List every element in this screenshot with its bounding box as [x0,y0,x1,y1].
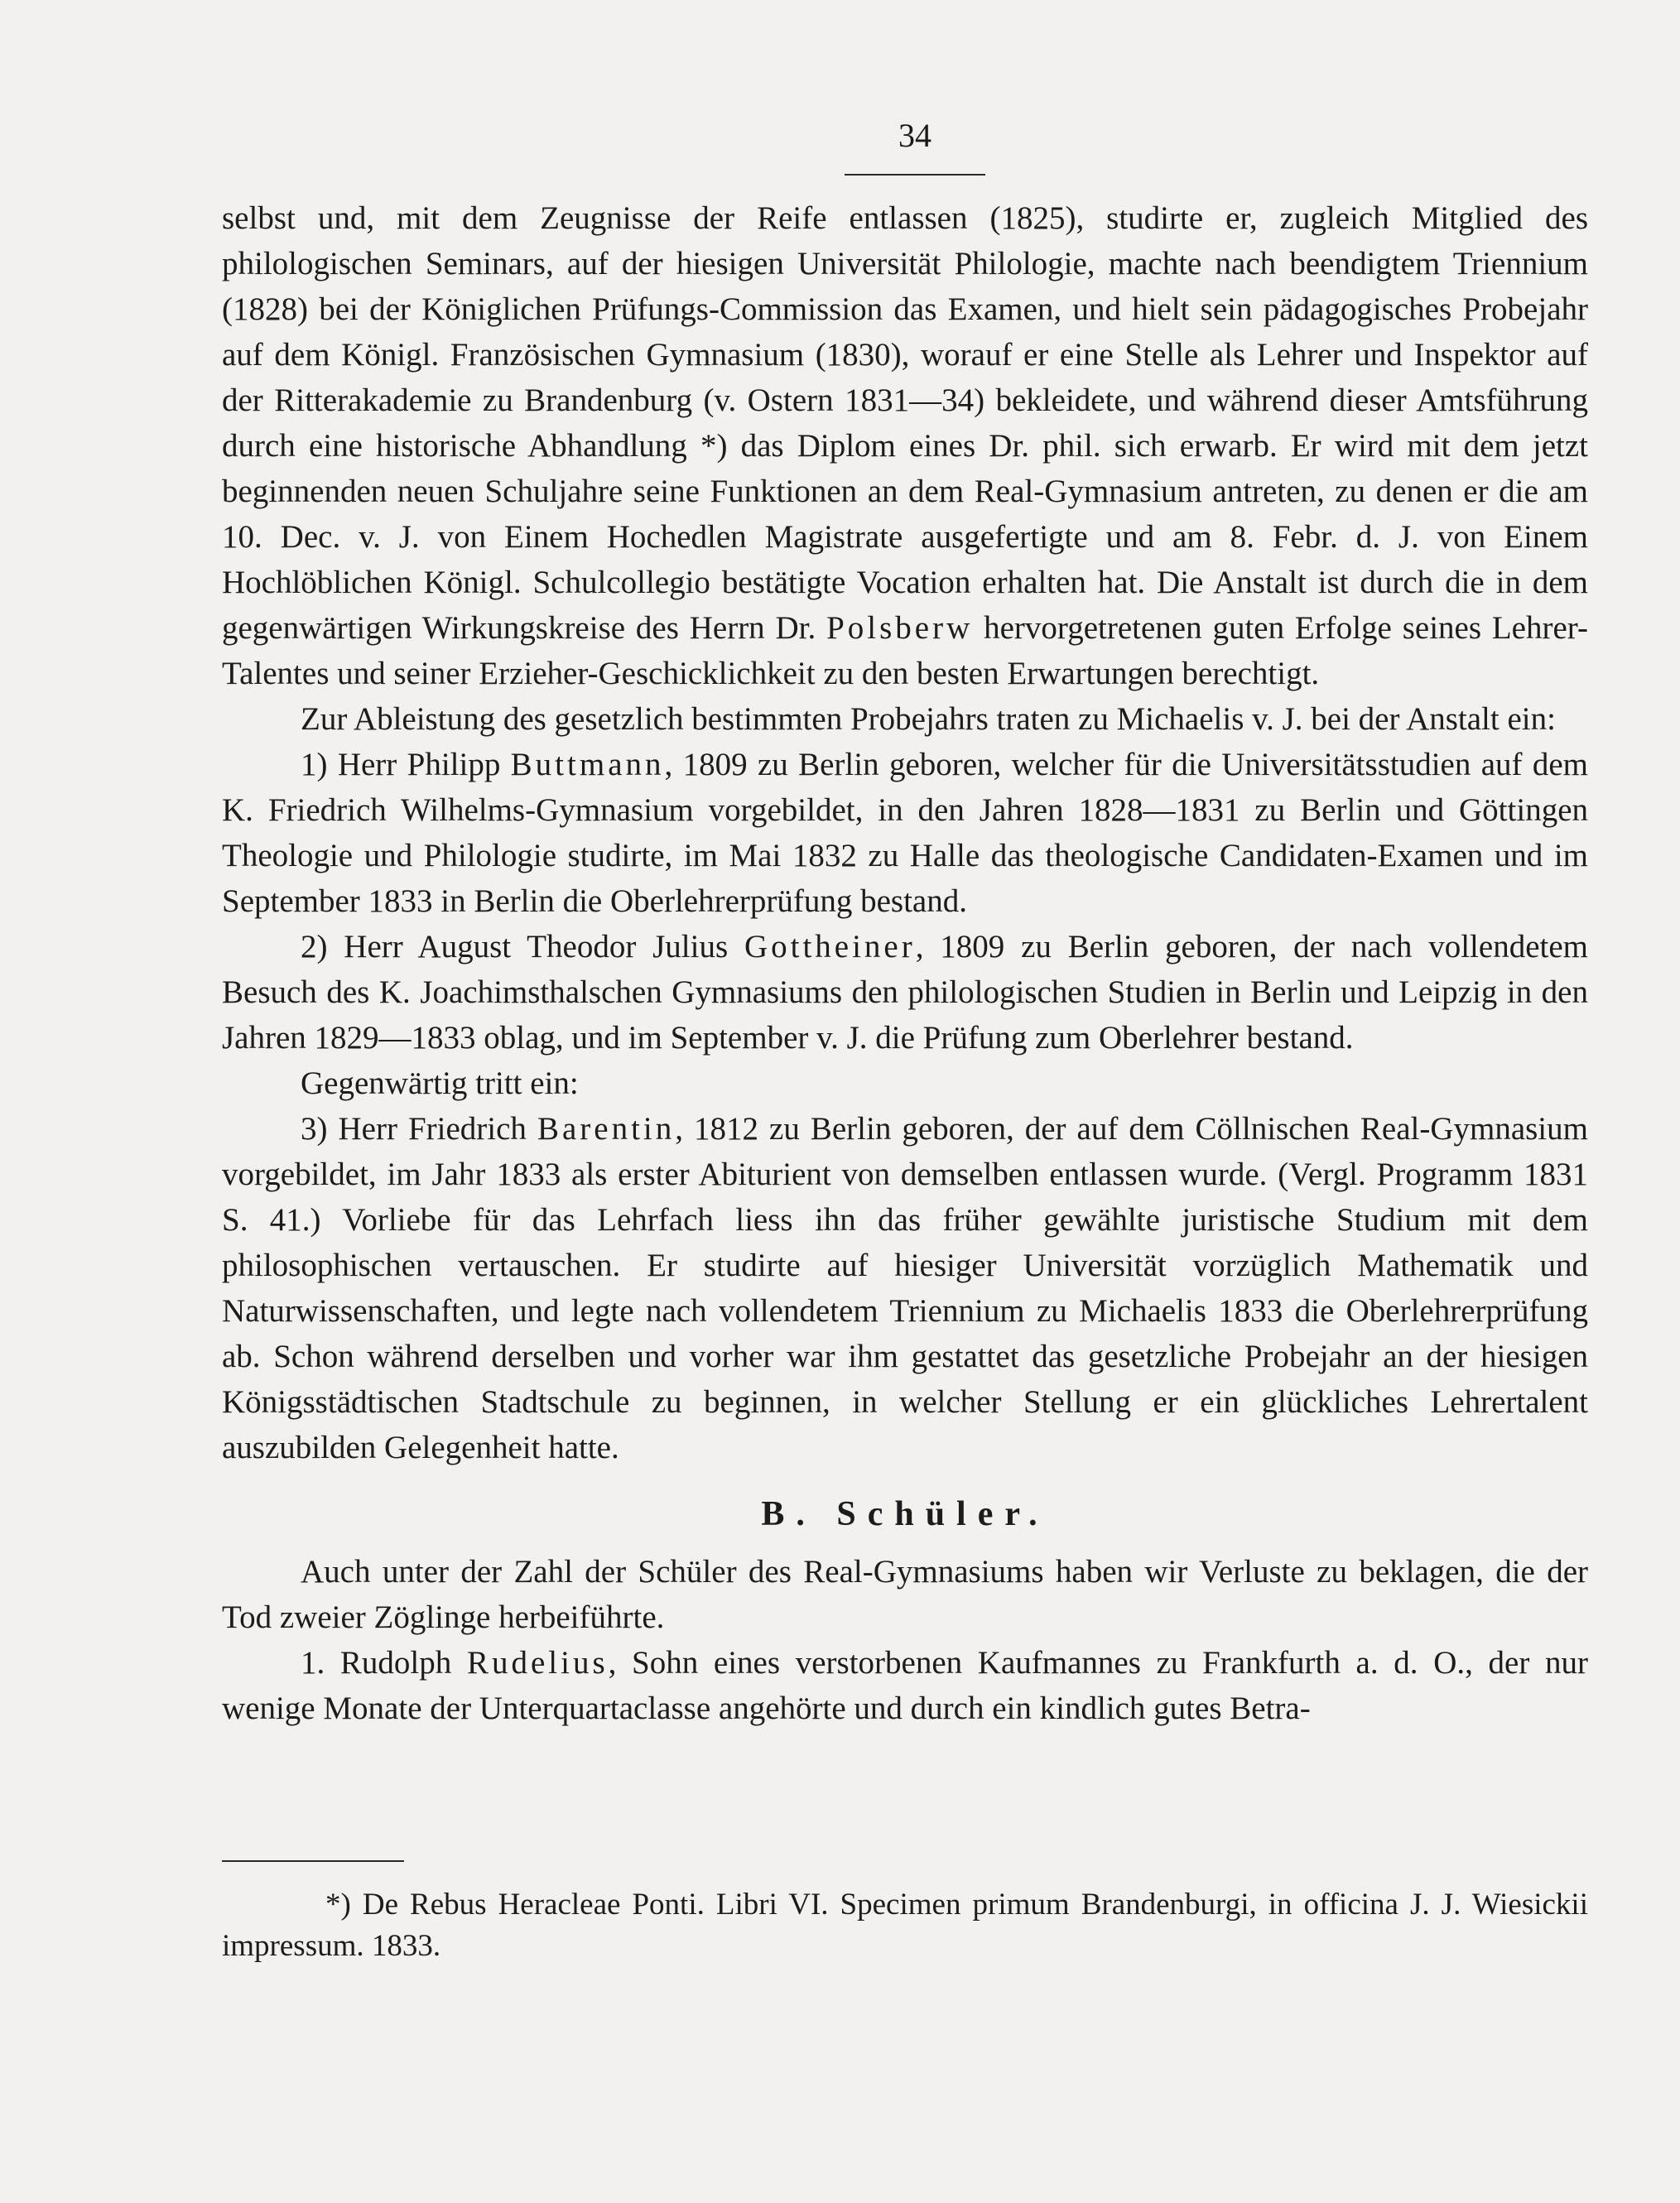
main-text-block [222,195,1588,1731]
list-item-buttmann: 1) Herr Philipp Buttmann, 1809 zu Berlin geboren, welcher für die Universitätsstudien auf dem K. Friedrich Wilhelms-Gymnasium vorgebildet, in den Jahren 1828—1831 zu Berlin und Göttingen Theologie und Philologie studirte, im Mai 1832 zu Halle das theologische Candidaten-Examen und im September 1833 in Berlin die Oberlehrerprüfung bestand. [222,747,1588,919]
page-number: 34 [898,117,931,154]
list-item-barentin: 3) Herr Friedrich Barentin, 1812 zu Berlin geboren, der auf dem Cöllnischen Real-Gymnasium vorgebildet, im Jahr 1833 als erster Abiturient von demselben entlassen wurde. (Vergl. Programm 1831 S. 41.) Vorliebe für das Lehrfach liess ihn das früher gewählte juristische Studium mit dem philosophischen vertauschen. Er studirte auf hiesiger Universität vorzüglich Mathematik und Naturwissenschaften, und legte nach vollendetem Triennium zu Michaelis 1833 die Oberlehrerprüfung ab. Schon während derselben und vorher war ihm gestattet das gesetzliche Probejahr an der hiesigen Königsstädtischen Stadtschule zu beginnen, in welcher Stellung er ein glückliches Lehrertalent auszubilden Gelegenheit hatte. [222,1111,1588,1465]
page-number-rule [845,174,985,176]
footnote-rule [222,1860,404,1862]
list-item-rudelius: 1. Rudolph Rudelius, Sohn eines verstorbenen Kaufmannes zu Frankfurth a. d. O., der nur wenige Monate der Unterquartaclasse angehörte und durch ein kindlich gutes Betra- [222,1645,1588,1726]
person-name: Barentin [537,1111,676,1147]
footnote [222,1884,1588,1967]
person-name: Rudelius [466,1645,609,1681]
person-name: Gottheiner [744,929,916,964]
paragraph-continuation: selbst und, mit dem Zeugnisse der Reife entlassen (1825), studirte er, zugleich Mitglied des philologischen Seminars, auf der hiesigen Universität Philologie, machte nach beendigtem Triennium (1828) bei der Königlichen Prüfungs-Commission das Examen, und hielt sein pädagogisches Probejahr auf dem Königl. Französischen Gymnasium (1830), worauf er eine Stelle als Lehrer und Inspektor auf der Ritterakademie zu Brandenburg (v. Ostern 1831—34) bekleidete, und während dieser Amtsführung durch eine historische Abhandlung *) das Diplom eines Dr. phil. sich erwarb. Er wird mit dem jetzt beginnenden neuen Schuljahre seine Funktionen an dem Real-Gymnasium antreten, zu denen er die am 10. Dec. v. J. von Einem Hochedlen Magistrate ausgefertigte und am 8. Febr. d. J. von Einem Hochlöblichen Königl. Schulcollegio bestätigte Vocation erhalten hat. Die Anstalt ist durch die in dem gegenwärtigen Wirkungskreise des Herrn Dr. Polsberw hervorgetretenen guten Erfolge seines Lehrer-Talentes und seiner Erzieher-Geschicklichkeit zu den besten Erwartungen berechtigt. [222,200,1588,691]
footnote-text: *) De Rebus Heracleae Ponti. Libri VI. Specimen primum Brandenburgi, in officina J. J. Wiesickii impressum. 1833. [222,1888,1588,1963]
section-heading: B. Schüler. [761,1495,1049,1533]
list-item-gottheiner: 2) Herr August Theodor Julius Gottheiner, 1809 zu Berlin geboren, der nach vollendetem Besuch des K. Joachimsthalschen Gymnasiums den philologischen Studien in Berlin und Leipzig in den Jahren 1829—1833 oblag, und im September v. J. die Prüfung zum Oberlehrer bestand. [222,929,1588,1056]
paragraph-gegenwaertig: Gegenwärtig tritt ein: [301,1065,579,1101]
paragraph-schueler-intro: Auch unter der Zahl der Schüler des Real-Gymnasiums haben wir Verluste zu beklagen, die der Tod zweier Zöglinge herbeiführte. [222,1554,1588,1635]
paragraph-probejahr-intro: Zur Ableistung des gesetzlich bestimmten Probejahrs traten zu Michaelis v. J. bei der Anstalt ein: [301,701,1556,737]
person-name: Buttmann [510,747,665,782]
person-name: Polsberw [826,610,974,646]
